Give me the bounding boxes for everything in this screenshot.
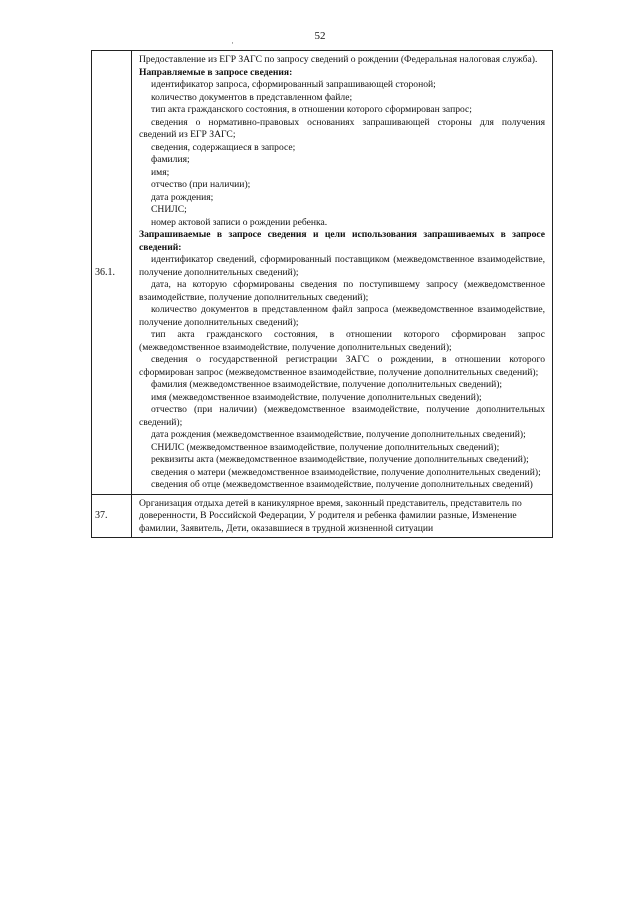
- service-header: Предоставление из ЕГР ЗАГС по запросу сведений о рождении (Федеральная налоговая служба).: [139, 54, 538, 65]
- list-item: номер актовой записи о рождении ребенка.: [151, 216, 328, 228]
- list-item: тип акта гражданского состояния, в отношении которого сформирован запрос (межведомственное взаимодействие, получение дополнительных сведений);: [139, 329, 545, 353]
- page-number: 52: [314, 30, 326, 42]
- row-content: [132, 494, 553, 538]
- list-item: сведения об отце (межведомственное взаимодействие, получение дополнительных сведений): [151, 479, 533, 490]
- list-item: тип акта гражданского состояния, в отношении которого сформирован запрос;: [151, 104, 472, 115]
- table-row: [92, 494, 553, 538]
- list-item: дата рождения;: [151, 191, 214, 203]
- list-item: имя;: [151, 166, 170, 178]
- list-item: фамилия (межведомственное взаимодействие, получение дополнительных сведений);: [151, 379, 503, 390]
- list-item: отчество (при наличии);: [151, 179, 251, 190]
- list-item: дата, на которую сформированы сведения по поступившему запросу (межведомственное взаимодействие, получение дополнительных сведений);: [139, 279, 545, 303]
- list-item: СНИЛС;: [151, 204, 187, 215]
- row-number: 36.1.: [92, 51, 132, 495]
- list-item: СНИЛС (межведомственное взаимодействие, получение дополнительных сведений);: [151, 441, 500, 453]
- service-description: Организация отдыха детей в каникулярное время, законный представитель, представитель по доверенности, В Российской Федерации, У родителя и ребенка фамилии разные, Изменение фамилии, Заявитель, Дети, оказавшиеся в трудной жизненной ситуации: [139, 497, 522, 534]
- list-item: дата рождения (межведомственное взаимодействие, получение дополнительных сведений);: [151, 429, 526, 440]
- list-item: фамилия;: [151, 154, 190, 165]
- list-item: сведения о государственной регистрации ЗАГС о рождении, в отношении которого сформирован запрос (межведомственное взаимодействие, получение дополнительных сведений);: [139, 354, 545, 378]
- requested-section-title: Запрашиваемые в запросе сведения и цели использования запрашиваемых в запросе сведений:: [139, 229, 545, 253]
- services-table: [91, 50, 553, 538]
- list-item: сведения, содержащиеся в запросе;: [151, 141, 296, 153]
- row-number: 37.: [92, 494, 132, 538]
- list-item: сведения о нормативно-правовых основаниях запрашивающей стороны для получения сведений из ЕГР ЗАГС;: [139, 116, 545, 140]
- list-item: количество документов в представленном файле;: [151, 91, 353, 103]
- table-row: [92, 51, 553, 495]
- list-item: количество документов в представленном файл запроса (межведомственное взаимодействие, получение дополнительных сведений);: [139, 304, 545, 328]
- list-item: реквизиты акта (межведомственное взаимодействие, получение дополнительных сведений);: [151, 454, 529, 465]
- stray-mark: ·: [231, 38, 234, 48]
- list-item: сведения о матери (межведомственное взаимодействие, получение дополнительных сведений);: [151, 466, 541, 478]
- row-content: [132, 51, 553, 495]
- list-item: идентификатор сведений, сформированный поставщиком (межведомственное взаимодействие, получение дополнительных сведений);: [139, 254, 545, 278]
- list-item: идентификатор запроса, сформированный запрашивающей стороной;: [151, 79, 436, 90]
- list-item: отчество (при наличии) (межведомственное взаимодействие, получение дополнительных сведений);: [139, 404, 545, 428]
- list-item: имя (межведомственное взаимодействие, получение дополнительных сведений);: [151, 391, 482, 403]
- sent-section-title: Направляемые в запросе сведения:: [139, 66, 293, 78]
